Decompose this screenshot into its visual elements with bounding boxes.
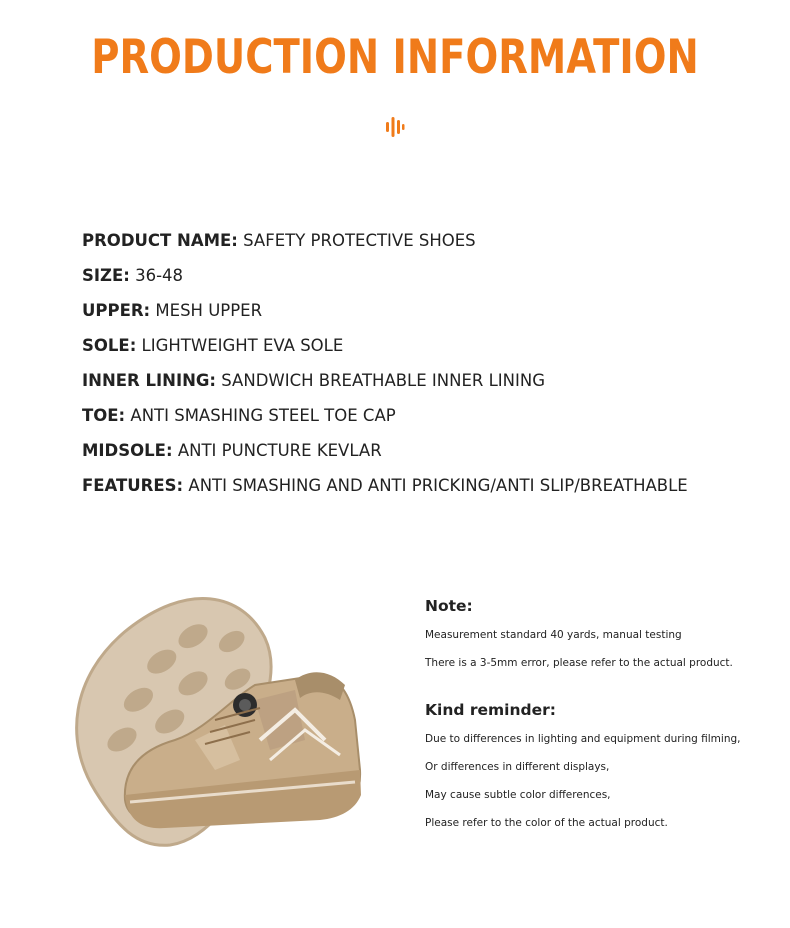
spec-value: ANTI PUNCTURE KEVLAR: [177, 441, 382, 460]
reminder-line: Or differences in different displays,: [425, 761, 610, 773]
spec-label: FEATURES:: [82, 476, 184, 495]
spec-value: SAFETY PROTECTIVE SHOES: [243, 231, 476, 250]
page-title: PRODUCTION INFORMATION: [91, 30, 699, 85]
spec-row-product-name: [82, 228, 688, 263]
spec-row-features: [82, 473, 688, 508]
spec-label: UPPER:: [82, 301, 151, 320]
spec-value: MESH UPPER: [155, 301, 263, 320]
spec-value: LIGHTWEIGHT EVA SOLE: [141, 336, 344, 355]
reminder-heading: Kind reminder:: [425, 701, 556, 719]
spec-label: SOLE:: [82, 336, 137, 355]
spec-value: SANDWICH BREATHABLE INNER LINING: [221, 371, 546, 390]
reminder-line: May cause subtle color differences,: [425, 789, 611, 801]
spec-row-size: [82, 263, 688, 298]
spec-label: SIZE:: [82, 266, 130, 285]
spec-label: TOE:: [82, 406, 126, 425]
note-line: Measurement standard 40 yards, manual testing: [425, 629, 682, 641]
spec-label: INNER LINING:: [82, 371, 217, 390]
spec-label: MIDSOLE:: [82, 441, 173, 460]
notes-panel: [425, 595, 785, 837]
safety-shoe-image: [55, 590, 395, 850]
audio-bars-icon: [384, 116, 406, 138]
spec-list: [82, 228, 688, 508]
spec-value: 36-48: [135, 266, 184, 285]
spec-row-sole: [82, 333, 688, 368]
spec-row-upper: [82, 298, 688, 333]
reminder-line: Due to differences in lighting and equipment during filming,: [425, 733, 741, 745]
note-heading: Note:: [425, 597, 473, 615]
spec-value: ANTI SMASHING STEEL TOE CAP: [130, 406, 396, 425]
spec-row-toe: [82, 403, 688, 438]
spec-label: PRODUCT NAME:: [82, 231, 238, 250]
reminder-line: Please refer to the color of the actual product.: [425, 817, 668, 829]
spec-value: ANTI SMASHING AND ANTI PRICKING/ANTI SLIP/BREATHABLE: [188, 476, 688, 495]
spec-row-inner-lining: [82, 368, 688, 403]
note-line: There is a 3-5mm error, please refer to the actual product.: [425, 657, 733, 669]
spec-row-midsole: [82, 438, 688, 473]
